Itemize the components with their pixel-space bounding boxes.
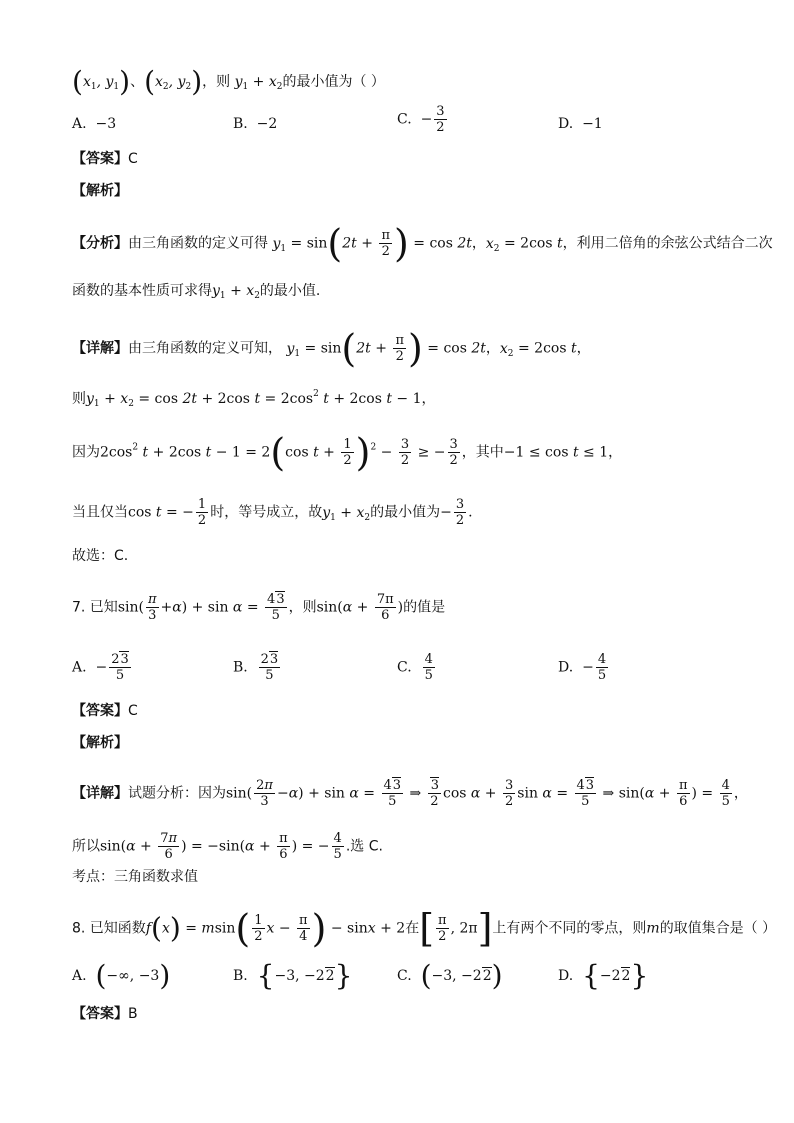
q7-option-a: A. − $\frac{23}{5}$ [72, 652, 129, 683]
q8-option-c: C. (−3, −22) [397, 959, 503, 992]
q7-option-b: B. $\frac{23}{5}$ [233, 652, 279, 683]
q8-option-a: A. (−∞, −3) [72, 959, 171, 992]
q6-option-a: A. −3 [72, 116, 117, 132]
q6-option-b: B. −2 [233, 116, 278, 132]
q6-analysis-label: 【解析】 [72, 183, 128, 199]
q6-answer: 【答案】C [72, 151, 138, 167]
q8-answer: 【答案】B [72, 1006, 138, 1022]
q6-stem-line: ($x_1$, $y_1$)、($x_2$, $y_2$)，则 $y_1 + x_2$的最小值为（ ） [72, 65, 385, 98]
q7-detail-line2: 所以sin(α + $\frac{7\pi}{6}$ ) = −sin(α + $\frac{\pi}{6}$ ) = − $\frac{4}{5}$ .选 C. [72, 831, 383, 862]
q7-detail-line1: 【详解】试题分析：因为sin( $\frac{2\pi}{3}$ −α) + sin α = $\frac{43}{5}$ ⇒ $\frac{3}{2}$ cos α + $\frac{3}{2}$ sin α = $\frac{43}{5}$ ⇒ sin(α + $\frac{\pi}{6}$ ) = $\frac{4}{5}$ ， [72, 778, 748, 809]
q6-detail-line4: 当且仅当cos t = − $\frac{1}{2}$ 时，等号成立，故$y_1 + x_2$的最小值为− $\frac{3}{2}$ . [72, 497, 473, 528]
q6-option-d: D. −1 [558, 116, 603, 132]
q8-option-b: B. {−3, −22} [233, 959, 353, 992]
q6-choose: 故选：C. [72, 548, 129, 564]
q6-detail-line2: 则$y_1 + x_2 = \cos 2t + 2\cos$ $t = 2\cos^2$ t + 2cos t − 1， [72, 389, 436, 409]
q7-stem: 7. 已知sin( $\frac{\pi}{3}$ +α) + sin α = $\frac{43}{5}$ ，则sin(α + $\frac{7\pi}{6}$ )的值是 [72, 592, 446, 623]
q8-option-d: D. {−22} [558, 959, 649, 992]
q6-option-c: C. − $\frac{3}{2}$ [397, 104, 445, 135]
q7-answer: 【答案】C [72, 703, 138, 719]
q6-fenxi-line1: 【分析】由三角函数的定义可得 $y_1 = \sin(2t$ + $\frac{\pi}{2}$ ) = cos 2t，$x_2 = 2\cos$ t，利用二倍角的余弦公式结合二次 [72, 221, 773, 266]
q7-option-d: D. − $\frac{4}{5}$ [558, 652, 607, 683]
point-1: ($x_1$, $y_1$) [72, 65, 131, 98]
q7-option-c: C. $\frac{4}{5}$ [397, 652, 433, 683]
q6-fenxi-line2: 函数的基本性质可求得$y_1 + x_2$的最小值. [72, 283, 321, 301]
q6-detail-line3: 因为$2\cos^2$ t + 2cos t − 1 = 2(cos t + $\frac{1}{2}$ )$^2$ − $\frac{3}{2}$ ≥ − $\frac{3}{2}$ ，其中−1 ≤ cos t ≤ 1， [72, 430, 623, 475]
q7-analysis-label: 【解析】 [72, 735, 128, 751]
q8-stem: 8. 已知函数f(x) = msin( $\frac{1}{2}$ x − $\frac{\pi}{4}$ ) − sinx + 2在[ $\frac{\pi}{2}$ , 2π]上有两个不同的零点，则m的取值集合是（ ） [72, 906, 777, 951]
q7-kaodian: 考点：三角函数求值 [72, 869, 198, 885]
q6-detail-line1: 【详解】由三角函数的定义可知， $y_1 = \sin(2t$ + $\frac{\pi}{2}$ ) = cos 2t，$x_2 = 2\cos$ t， [72, 326, 591, 371]
point-2: ($x_2$, $y_2$) [144, 65, 203, 98]
